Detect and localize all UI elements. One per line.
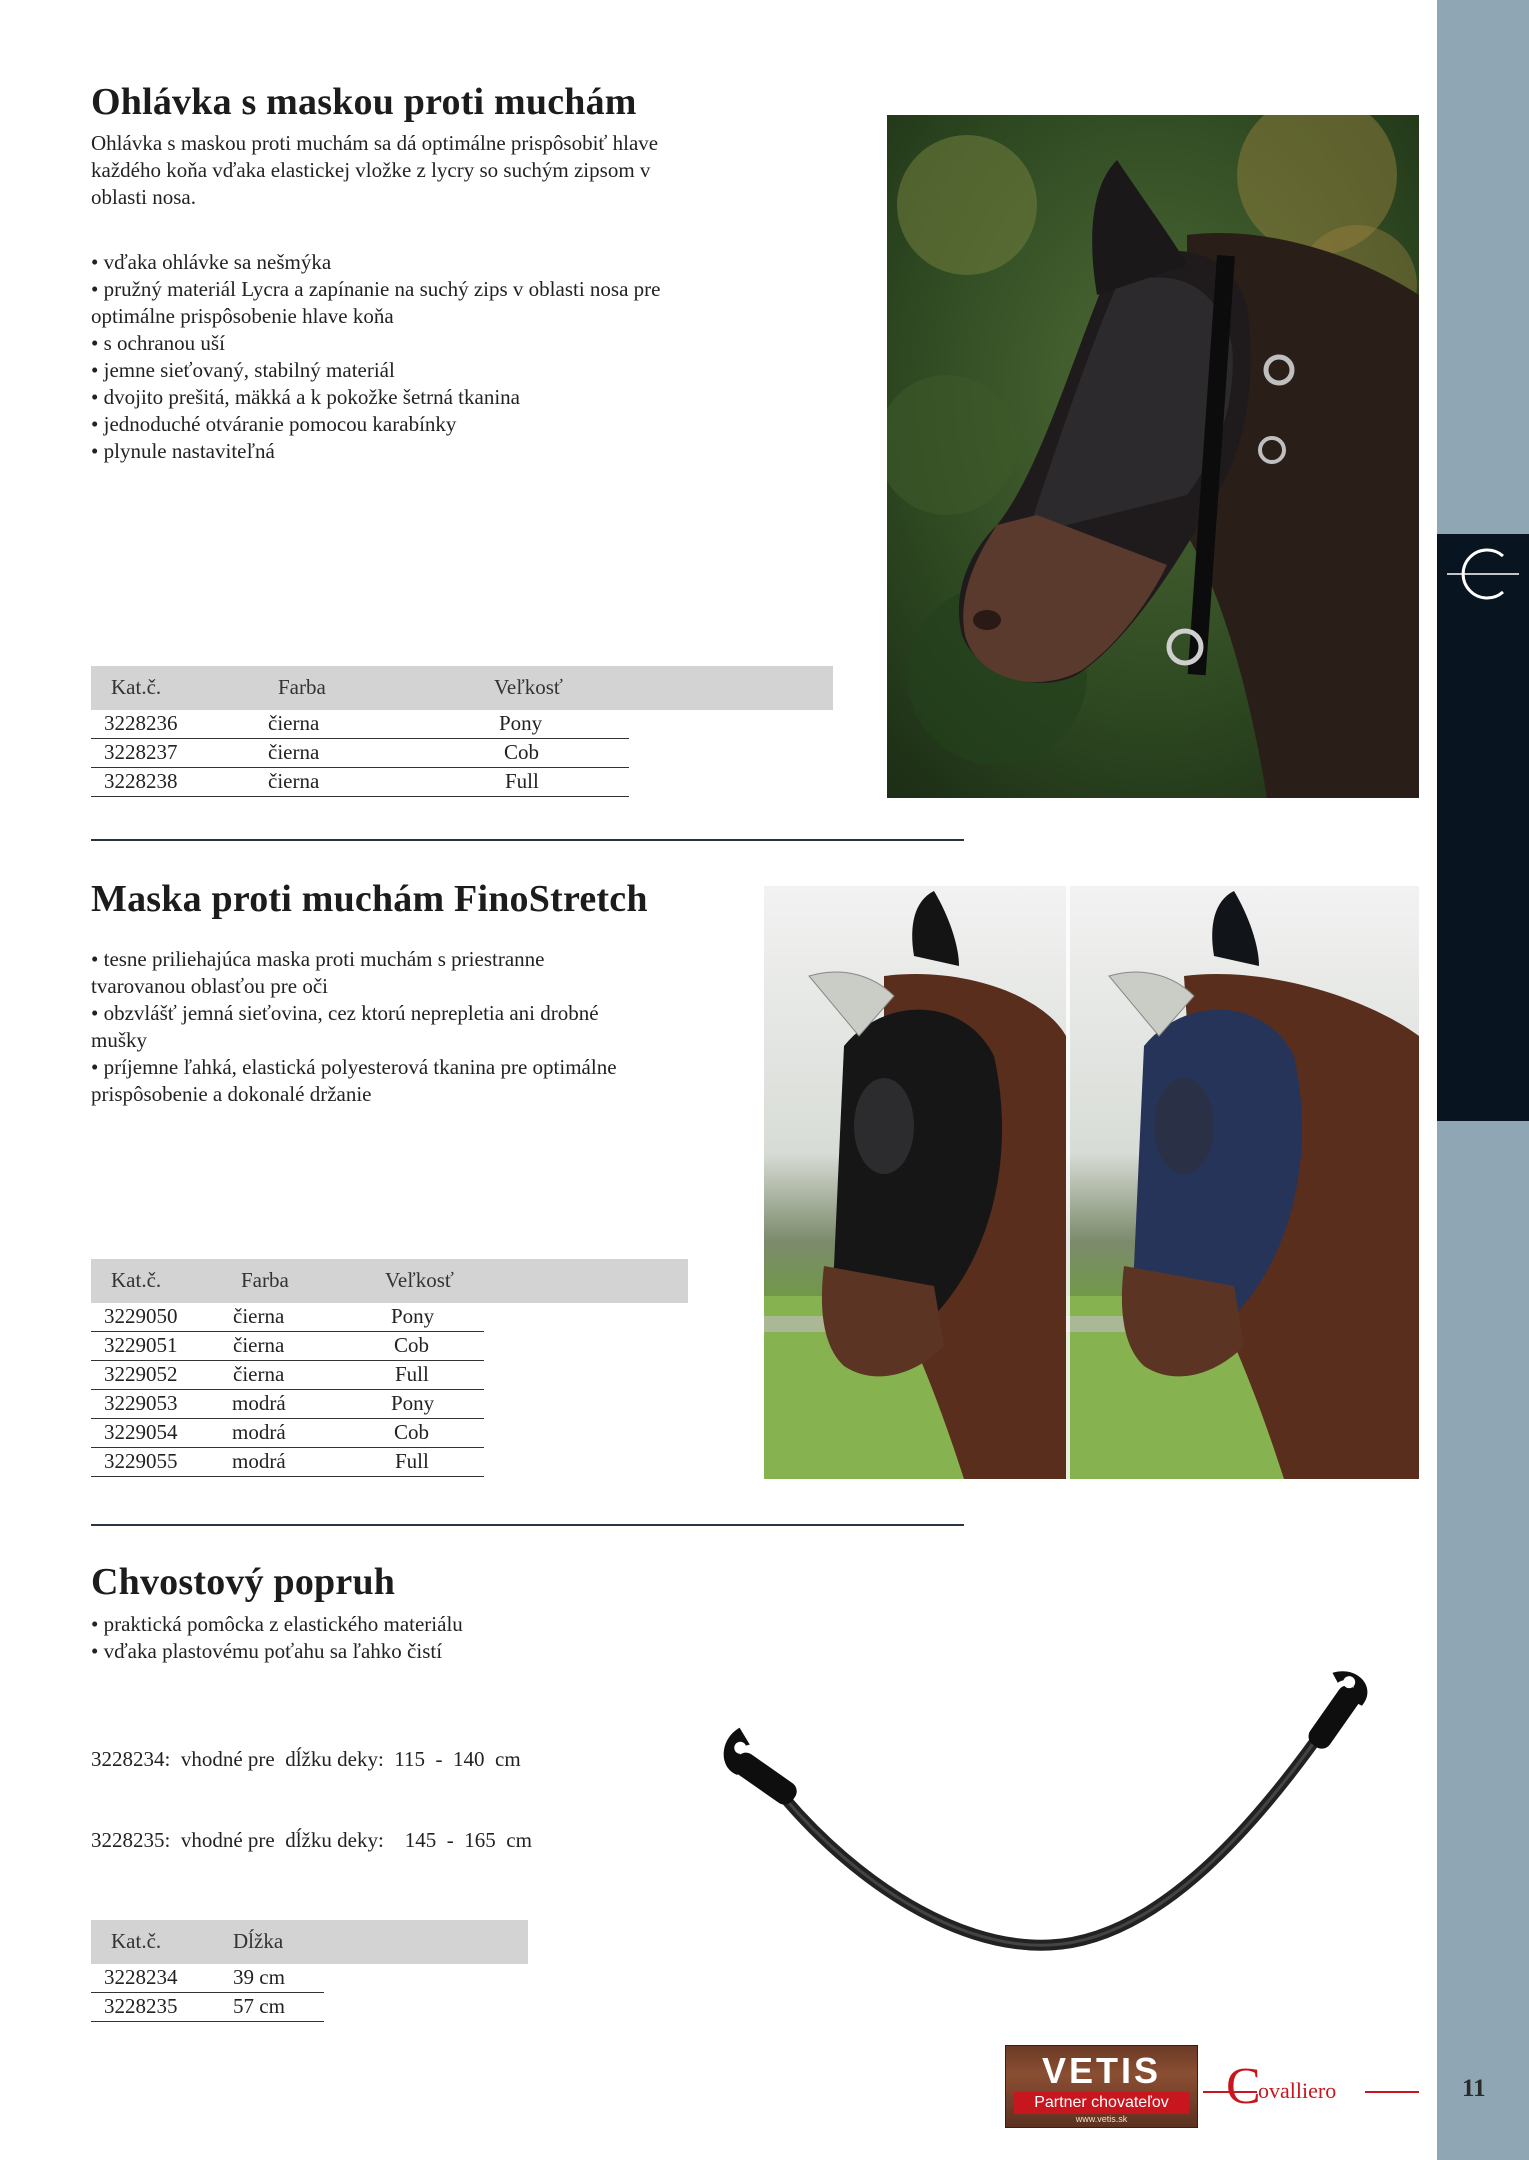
cell-size: Full [505,769,539,793]
cell-length: 57 cm [233,1994,285,2018]
cell-color: modrá [232,1391,286,1415]
cell-size: Full [395,1449,429,1473]
product1-features [91,249,771,465]
section-divider [91,1524,964,1526]
cell-color: čierna [268,711,320,735]
cavalliero-wordmark: ovalliero [1258,2078,1337,2103]
cell-color: modrá [232,1449,286,1473]
cell-color: čierna [268,769,320,793]
cell-code: 3228238 [104,769,178,793]
product3-table [91,1920,528,2022]
vetis-web: www.vetis.sk [1075,2114,1128,2124]
cell-size: Pony [499,711,543,735]
product1-title: Ohlávka s maskou proti muchám [91,81,637,123]
sidebar-chapter-tab [1437,534,1529,1121]
feature-item: • jemne sieťovaný, stabilný materiál [91,357,771,384]
vetis-logo [1005,2045,1198,2128]
product3-features [91,1611,711,1665]
cell-size: Pony [391,1304,435,1328]
feature-item: • tesne priliehajúca maska proti muchám s priestranne [91,946,731,973]
feature-item: • vďaka ohlávke sa nešmýka [91,249,771,276]
cell-size: Cob [394,1333,430,1357]
product3-title: Chvostový popruh [91,1561,396,1603]
cell-size: Cob [394,1420,430,1444]
table-header [91,666,833,710]
cell-size: Full [395,1362,429,1386]
table-row [91,710,629,739]
product1-photo [887,115,1419,798]
size-line: 3228234: vhodné pre dĺžku deky: 115 - 140 cm [91,1747,521,1771]
table-row [91,1361,484,1390]
table-row [91,739,629,768]
header-cell: Dĺžka [233,1929,284,1953]
table-row [91,768,629,797]
feature-item: • dvojito prešitá, mäkká a k pokožke šetrná tkanina [91,384,771,411]
table-header [91,1920,528,1964]
table-row [91,1390,484,1419]
cell-length: 39 cm [233,1965,285,1989]
header-cell: Kat.č. [111,1268,162,1292]
product2-table [91,1259,688,1477]
cell-code: 3229055 [104,1449,178,1473]
table-row [91,1993,324,2022]
cell-color: modrá [232,1420,286,1444]
brand-line-right [1365,2091,1419,2093]
feature-item: • obzvlášť jemná sieťovina, cez ktorú neprepletia ani drobné [91,1000,731,1027]
table-row [91,1448,484,1477]
product1-description [91,130,731,211]
header-cell: Kat.č. [111,675,162,699]
product1-table [91,666,833,797]
vetis-tagline: Partner chovateľov [1014,2092,1189,2114]
feature-item: • vďaka plastovému poťahu sa ľahko čistí [91,1638,711,1665]
feature-item: • s ochranou uší [91,330,771,357]
cell-code: 3228234 [104,1965,178,1989]
feature-item: • pružný materiál Lycra a zapínanie na suchý zips v oblasti nosa pre [91,276,771,303]
feature-item-continued: prispôsobenie a dokonalé držanie [91,1082,372,1106]
product2-photo [764,886,1419,1479]
feature-item-continued: tvarovanou oblasťou pre oči [91,974,328,998]
cell-color: čierna [233,1304,285,1328]
feature-item: • praktická pomôcka z elastického materiálu [91,1611,711,1638]
table-row [91,1419,484,1448]
header-cell: Veľkosť [494,675,563,699]
cell-color: čierna [233,1333,285,1357]
cell-code: 3229054 [104,1420,178,1444]
cell-code: 3228235 [104,1994,178,2018]
header-cell: Farba [241,1268,289,1292]
feature-item: • plynule nastaviteľná [91,438,771,465]
description-line: oblasti nosa. [91,185,196,209]
feature-item-continued: mušky [91,1028,148,1052]
description-line: každého koňa vďaka elastickej vložke z lycry so suchým zipsom v [91,158,651,182]
table-row [91,1964,324,1993]
feature-item-continued: optimálne prispôsobenie hlave koňa [91,304,394,328]
page-number: 11 [1462,2075,1486,2102]
product3-sizes [91,1692,731,1881]
brand-c-icon [1437,534,1529,634]
cell-code: 3229050 [104,1304,178,1328]
header-cell: Farba [278,675,326,699]
cell-code: 3229052 [104,1362,178,1386]
feature-item: • príjemne ľahká, elastická polyesterová tkanina pre optimálne [91,1054,731,1081]
header-cell: Veľkosť [385,1268,454,1292]
cell-code: 3229053 [104,1391,178,1415]
size-line: 3228235: vhodné pre dĺžku deky: 145 - 165 cm [91,1828,532,1852]
cell-color: čierna [268,740,320,764]
vetis-title: VETIS [1041,2050,1162,2091]
header-cell: Kat.č. [111,1929,162,1953]
table-row [91,1332,484,1361]
section-divider [91,839,964,841]
cell-size: Pony [391,1391,435,1415]
cell-color: čierna [233,1362,285,1386]
cell-size: Cob [504,740,540,764]
feature-item: • jednoduché otváranie pomocou karabínky [91,411,771,438]
product2-title: Maska proti muchám FinoStretch [91,878,648,920]
product3-photo [690,1670,1390,1970]
description-line: Ohlávka s maskou proti muchám sa dá optimálne prispôsobiť hlave [91,131,659,155]
cavalliero-c-icon: C [1226,2058,1261,2115]
table-header [91,1259,688,1303]
cell-code: 3228237 [104,740,178,764]
table-row [91,1303,484,1332]
cell-code: 3228236 [104,711,178,735]
cell-code: 3229051 [104,1333,178,1357]
product2-features [91,946,731,1108]
